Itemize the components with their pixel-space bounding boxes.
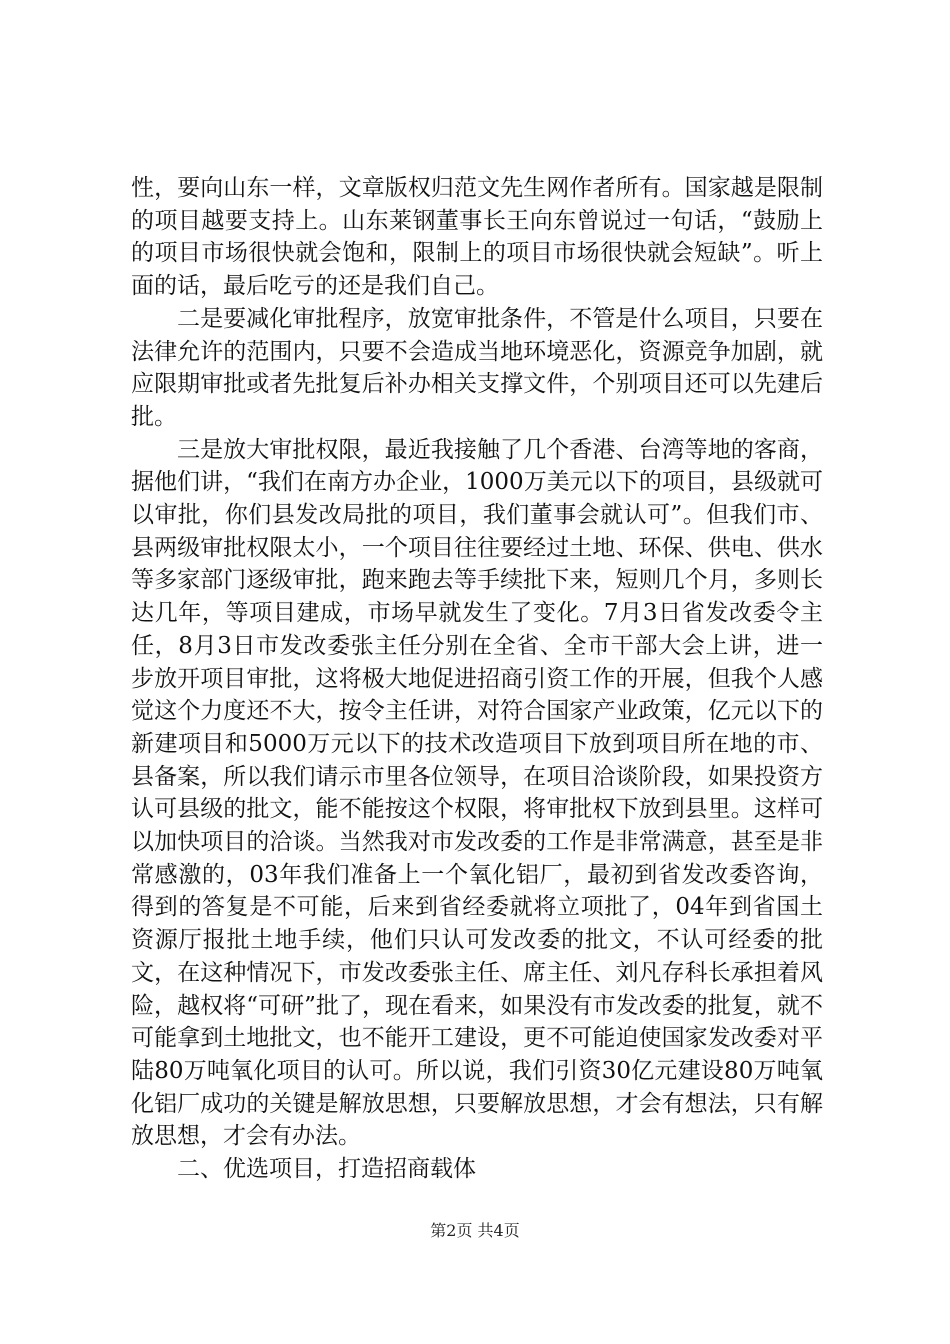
page-number-footer: 第2页 共4页	[430, 1221, 520, 1240]
paragraph-continuation: 性，要向山东一样，文章版权归范文先生网作者所有。国家越是限制的项目越要支持上。山东莱钢董事长王向东曾说过一句话，“鼓励上的项目市场很快就会饱和，限制上的项目市场很快就会短缺”。听上面的话，最后吃亏的还是我们自己。	[131, 175, 823, 300]
section-heading: 二、优选项目，打造招商载体	[177, 1156, 476, 1183]
document-body	[131, 172, 823, 1186]
paragraph-approval-authority: 三是放大审批权限，最近我接触了几个香港、台湾等地的客商，据他们讲，“我们在南方办企业，1000万美元以下的项目，县级就可以审批，你们县发改局批的项目，我们董事会就认可”。但我们市、县两级审批权限太小，一个项目往往要经过土地、环保、供电、供水等多家部门逐级审批，跑来跑去等手续批下来，短则几个月，多则长达几年，等项目建成，市场早就发生了变化。7月3日省发改委令主任，8月3日市发改委张主任分别在全省、全市干部大会上讲，进一步放开项目审批，这将极大地促进招商引资工作的开展，但我个人感觉这个力度还不大，按令主任讲，对符合国家产业政策，亿元以下的新建项目和5000万元以下的技术改造项目下放到项目所在地的市、县备案，所以我们请示市里各位领导，在项目洽谈阶段，如果投资方认可县级的批文，能不能按这个权限，将审批权下放到县里。这样可以加快项目的洽谈。当然我对市发改委的工作是非常满意，甚至是非常感激的，03年我们准备上一个氧化铝厂，最初到省发改委咨询，得到的答复是不可能，后来到省经委就将立项批了，04年到省国土资源厅报批土地手续，他们只认可发改委的批文，不认可经委的批文，在这种情况下，市发改委张主任、席主任、刘凡存科长承担着风险，越权将“可研”批了，现在看来，如果没有市发改委的批复，就不可能拿到土地批文，也不能开工建设，更不可能迫使国家发改委对平陆80万吨氧化项目的认可。所以说，我们引资30亿元建设80万吨氧化铝厂成功的关键是解放思想，只要解放思想，才会有想法，只有解放思想，才会有办法。	[131, 436, 823, 1150]
paragraph-approval-procedure: 二是要减化审批程序，放宽审批条件，不管是什么项目，只要在法律允许的范围内，只要不会造成当地环境恶化，资源竞争加剧，就应限期审批或者先批复后补办相关支撑文件，个别项目还可以先建后批。	[131, 305, 823, 430]
